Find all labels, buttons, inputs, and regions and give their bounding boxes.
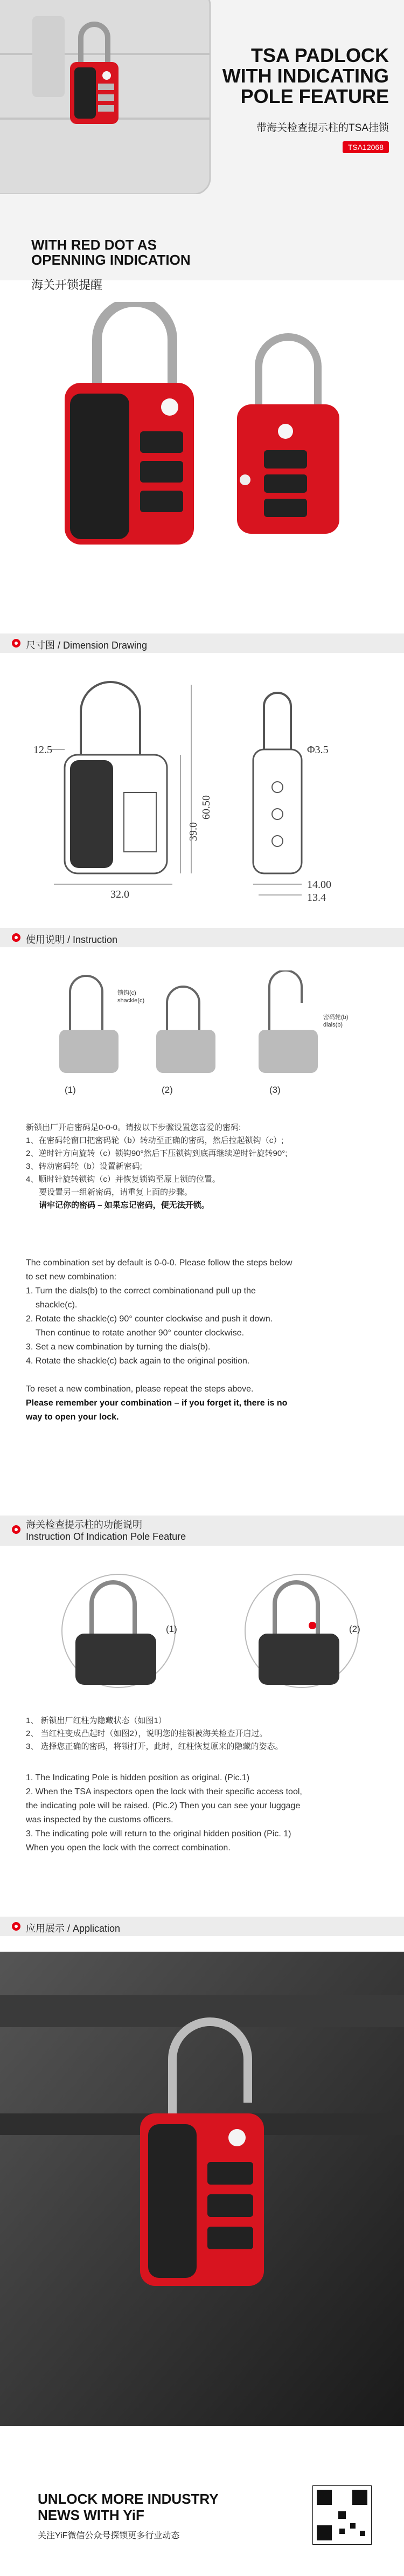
section-band-instruction: 使用说明 / Instruction <box>0 928 404 947</box>
instruction-chinese-text: 新锁出厂开启密码是0-0-0。请按以下步骤设置您喜爱的密码: 1、在密码轮窗口把密码轮（b）转动至正确的密码，然后拉起锁钩（c）; 2、逆时针方向旋转（c）锁钩90°然后下压锁钩到底再继续逆时针旋转90°; 3、转动密码轮（b）设置新密码; 4、顺时针旋转锁钩（c）并恢复锁钩至原上锁的位置。 要设置另一组新密码，请重复上面的步骤。 请牢记你的密码 – 如果忘记密码，便无法开锁。 <box>26 1123 288 1210</box>
dim-label: 39.0 <box>187 822 199 841</box>
section-dot-icon <box>12 933 20 942</box>
padlock-hero-image <box>65 16 124 129</box>
pic-label: (2) <box>349 1624 360 1634</box>
footer-subtitle: 关注YiF微信公众号探锁更多行业动态 <box>38 2531 180 2540</box>
hero-subtitle: 带海关检查提示柱的TSA挂锁 <box>256 122 389 134</box>
qr-code-icon <box>312 2485 372 2545</box>
section-band-indication: 海关检查提示柱的功能说明 Instruction Of Indication Pole Feature <box>0 1516 404 1546</box>
footer-title: UNLOCK MORE INDUSTRY NEWS WITH YiF <box>38 2491 219 2523</box>
intro-subtitle: 海关开锁提醒 <box>31 278 103 292</box>
shackle-label: 锁钩(c) shackle(c) <box>117 990 145 1004</box>
dim-label: 12.5 <box>33 744 52 756</box>
section-band-application: 应用展示 / Application <box>0 1917 404 1936</box>
model-badge: TSA12068 <box>343 141 389 153</box>
hero-title: TSA PADLOCK WITH INDICATING POLE FEATURE <box>222 44 389 107</box>
section-dot-icon <box>12 639 20 648</box>
dim-label: Φ3.5 <box>307 744 329 756</box>
indication-chinese-text: 1、 新锁出厂红柱为隐藏状态（如图1） 2、 当红柱变成凸起时（如图2），说明您的挂锁被海关检查开启过。 3、 选择您正确的密码，将锁打开，此时，红柱恢复原来的隐藏的姿态。 <box>26 1716 283 1751</box>
instruction-english-text: The combination set by default is 0-0-0. Please follow the steps below to set new combination: 1. Turn the dials(b) to the correct combinationand pull up the shackle(c). 2. Rotate the shackle(c) 90° counter clockwise and push it down. Then continue to rotate another 90° counter clockwise. 3. Set a new combination by turning the dials(b). 4. Rotate the shackle(c) back again to the original position. To reset a new combination, please repeat the steps above. Please remember your combination – if you forget it, there is no way to open your lock. <box>26 1258 292 1422</box>
dials-label: 密码轮(b) dials(b) <box>323 1014 349 1028</box>
padlock-product-photo <box>32 302 377 571</box>
application-photo <box>0 1952 404 2426</box>
section-band-dimension: 尺寸图 / Dimension Drawing <box>0 633 404 653</box>
intro-title: WITH RED DOT AS OPENNING INDICATION <box>31 237 191 268</box>
step-label: (1) <box>65 1085 76 1095</box>
dim-label: 32.0 <box>110 888 129 900</box>
indication-english-text: 1. The Indicating Pole is hidden position as original. (Pic.1) 2. When the TSA inspectors open the lock with their specific access tool, the indicating pole will be raised. (Pic.2) Then you can see your luggage was inspected by the customs officers. 3. The indicating pole will return to the original hidden position (Pic. 1) When you open the lock with the correct combination. <box>26 1773 302 1852</box>
step-label: (3) <box>269 1085 281 1095</box>
instruction-steps-illustration <box>54 970 356 1089</box>
section-dot-icon <box>12 1922 20 1931</box>
dim-label: 60.50 <box>200 795 212 819</box>
dim-label: 13.4 <box>307 892 326 904</box>
step-label: (2) <box>162 1085 173 1095</box>
dimension-drawing <box>32 674 377 900</box>
pic-label: (1) <box>166 1624 177 1634</box>
section-dot-icon <box>12 1525 20 1534</box>
dim-label: 14.00 <box>307 879 331 891</box>
indication-pole-illustration <box>43 1566 377 1690</box>
